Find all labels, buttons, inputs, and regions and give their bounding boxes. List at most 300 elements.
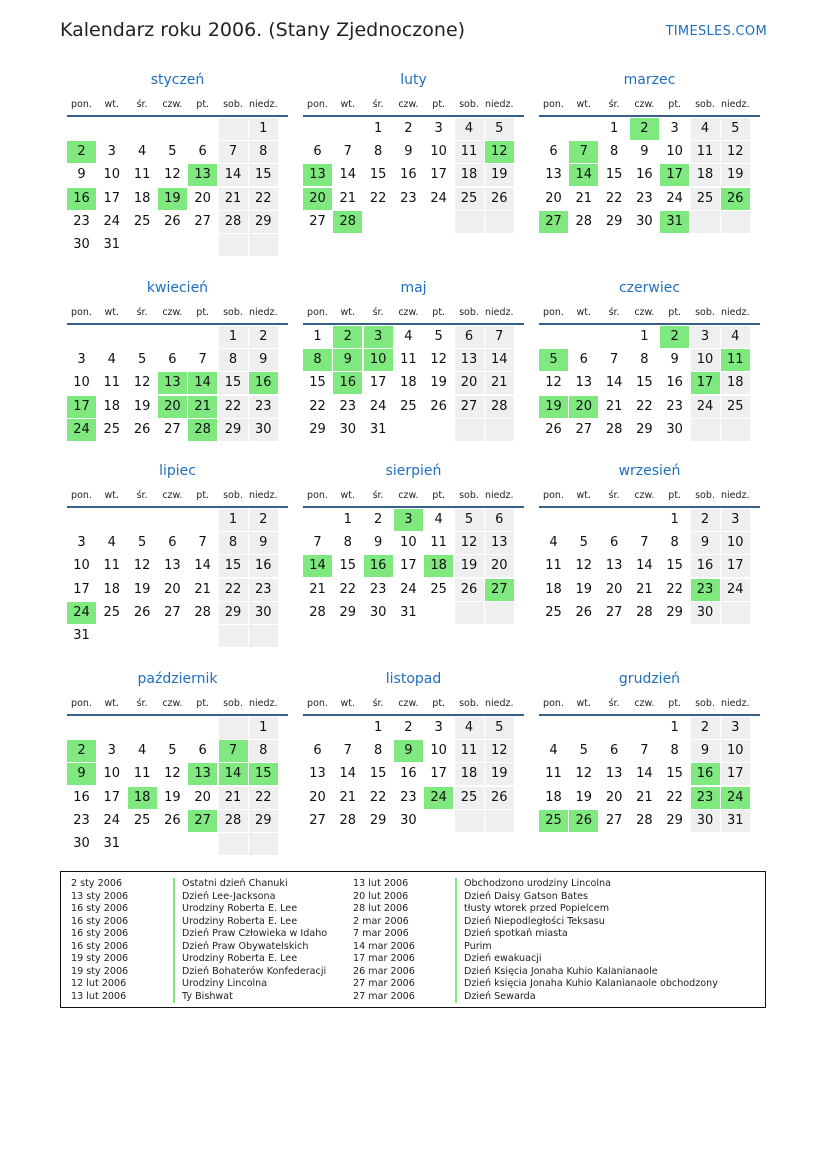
day-cell: 1 <box>373 720 383 735</box>
day-cell: 30 <box>666 421 683 437</box>
weekend-empty-cell <box>219 625 248 647</box>
weekday-header: pt. <box>668 698 682 709</box>
day-cell: 15 <box>369 766 387 782</box>
holiday-day-cell: 25 <box>539 810 568 832</box>
legend-holiday-name: Dzień Bohaterów Konfederacji <box>173 966 326 979</box>
month-name: grudzień <box>618 671 681 687</box>
weekend-empty-cell <box>455 602 484 624</box>
weekend-empty-cell <box>721 211 750 233</box>
day-cell: 12 <box>133 375 151 391</box>
legend-holiday-name: Dzień Sewarda <box>455 991 536 1004</box>
day-cell: 17 <box>103 190 121 206</box>
day-cell: 11 <box>455 141 484 163</box>
month-name: listopad <box>385 671 442 687</box>
weekday-header: pt. <box>432 307 446 318</box>
day-cell: 21 <box>575 190 593 206</box>
weekday-header: wt. <box>576 698 592 709</box>
day-cell: 7 <box>219 141 248 163</box>
day-cell: 21 <box>605 398 623 414</box>
day-cell: 8 <box>670 743 679 759</box>
weekday-header: niedz. <box>485 698 514 709</box>
day-cell: 2 <box>249 509 278 531</box>
weekend-empty-cell <box>485 211 514 233</box>
day-cell: 8 <box>373 743 383 759</box>
weekday-header: pt. <box>668 307 682 318</box>
day-cell: 18 <box>455 763 484 785</box>
day-cell: 27 <box>164 421 181 437</box>
legend-date: 16 sty 2006 <box>71 940 129 952</box>
day-cell: 9 <box>77 167 86 183</box>
day-cell: 16 <box>636 167 653 183</box>
holiday-day-cell: 24 <box>721 787 750 809</box>
day-cell: 22 <box>219 579 248 601</box>
weekend-empty-cell <box>691 211 720 233</box>
weekend-empty-cell <box>691 419 720 441</box>
holiday-day-cell: 13 <box>303 164 332 186</box>
day-cell: 1 <box>219 326 248 348</box>
day-cell: 25 <box>455 188 484 210</box>
holiday-day-cell: 17 <box>660 164 689 186</box>
day-cell: 1 <box>609 121 619 136</box>
day-cell: 25 <box>430 581 447 597</box>
holiday-day-cell: 10 <box>364 349 393 371</box>
holiday-day-cell: 3 <box>394 509 423 531</box>
day-cell: 14 <box>636 558 653 574</box>
weekday-header: wt. <box>340 698 356 709</box>
day-cell: 26 <box>133 604 151 620</box>
header-divider <box>539 323 760 325</box>
day-cell: 4 <box>455 118 484 140</box>
day-cell: 8 <box>609 144 619 160</box>
day-cell: 9 <box>249 349 278 371</box>
day-cell: 23 <box>400 190 417 206</box>
day-cell: 6 <box>168 535 177 551</box>
holiday-day-cell: 13 <box>188 763 217 785</box>
day-cell: 24 <box>721 579 750 601</box>
day-cell: 27 <box>605 812 623 828</box>
day-cell: 31 <box>721 810 750 832</box>
day-cell: 1 <box>343 512 352 527</box>
day-cell: 4 <box>107 352 116 368</box>
day-cell: 1 <box>670 720 679 735</box>
day-cell: 8 <box>343 535 352 551</box>
day-cell: 18 <box>103 398 121 414</box>
day-cell: 12 <box>485 740 514 762</box>
day-cell: 12 <box>575 558 593 574</box>
legend-date: 2 mar 2006 <box>353 915 409 927</box>
day-cell: 26 <box>485 787 514 809</box>
weekday-header: pt. <box>432 490 446 501</box>
legend-holiday-name: Urodziny Lincolna <box>173 978 267 991</box>
day-cell: 26 <box>455 579 484 601</box>
day-cell: 28 <box>219 211 248 233</box>
legend-date: 26 mar 2006 <box>353 965 415 977</box>
legend-date: 16 sty 2006 <box>71 915 129 927</box>
day-cell: 9 <box>691 532 720 554</box>
day-cell: 27 <box>605 604 623 620</box>
holiday-day-cell: 9 <box>333 349 362 371</box>
day-cell: 27 <box>164 604 181 620</box>
day-cell: 28 <box>219 810 248 832</box>
day-cell: 20 <box>605 581 623 597</box>
day-cell: 16 <box>691 555 720 577</box>
weekend-empty-cell <box>455 810 484 832</box>
day-cell: 24 <box>369 398 387 414</box>
day-cell: 12 <box>430 352 447 368</box>
day-cell: 28 <box>339 812 357 828</box>
weekday-header: śr. <box>372 99 384 110</box>
day-cell: 6 <box>168 352 177 368</box>
holiday-day-cell: 20 <box>158 396 187 418</box>
holiday-day-cell: 18 <box>424 555 453 577</box>
day-cell: 1 <box>249 118 278 140</box>
weekday-header: wt. <box>576 490 592 501</box>
day-cell: 30 <box>73 237 90 252</box>
day-cell: 25 <box>691 188 720 210</box>
day-cell: 30 <box>636 213 653 229</box>
day-cell: 31 <box>103 237 121 252</box>
day-cell: 5 <box>455 509 484 531</box>
day-cell: 21 <box>219 188 248 210</box>
legend-holiday-name: Purim <box>455 941 492 954</box>
day-cell: 15 <box>636 375 653 391</box>
day-cell: 5 <box>721 118 750 140</box>
weekend-empty-cell <box>721 419 750 441</box>
holiday-day-cell: 3 <box>364 326 393 348</box>
legend-holiday-name: Obchodzono urodziny Lincolna <box>455 878 611 891</box>
weekday-header: pon. <box>307 698 328 709</box>
day-cell: 6 <box>455 326 484 348</box>
weekday-header: wt. <box>104 490 120 501</box>
site-link[interactable]: TIMESLES.COM <box>665 24 767 39</box>
day-cell: 31 <box>369 421 387 437</box>
weekday-header: pon. <box>543 99 564 110</box>
day-cell: 31 <box>400 604 417 620</box>
day-cell: 21 <box>339 190 357 206</box>
weekday-header: śr. <box>608 490 620 501</box>
legend-holiday-name: Dzień Praw Obywatelskich <box>173 941 308 954</box>
day-cell: 29 <box>309 421 326 437</box>
day-cell: 5 <box>137 535 147 551</box>
legend-holiday-name: Ostatni dzień Chanuki <box>173 878 288 891</box>
holiday-day-cell: 19 <box>539 396 568 418</box>
day-cell: 5 <box>485 118 514 140</box>
holiday-day-cell: 14 <box>188 372 217 394</box>
legend-holiday-name: Dzień księcia Jonaha Kuhio Kalanianaole obchodzony <box>455 978 718 991</box>
day-cell: 15 <box>249 164 278 186</box>
day-cell: 2 <box>249 326 278 348</box>
weekday-header: niedz. <box>485 490 514 501</box>
day-cell: 22 <box>666 789 683 805</box>
holiday-day-cell: 7 <box>219 740 248 762</box>
day-cell: 25 <box>455 787 484 809</box>
month-name: kwiecień <box>146 280 209 296</box>
day-cell: 29 <box>249 810 278 832</box>
month-name: maj <box>400 280 427 296</box>
holiday-day-cell: 14 <box>219 763 248 785</box>
day-cell: 5 <box>579 743 588 759</box>
day-cell: 9 <box>249 532 278 554</box>
day-cell: 29 <box>666 812 683 828</box>
day-cell: 3 <box>721 509 750 531</box>
day-cell: 20 <box>194 190 211 206</box>
day-cell: 6 <box>198 144 207 160</box>
weekday-header: sob. <box>695 490 715 501</box>
day-cell: 7 <box>640 535 649 551</box>
weekday-header: śr. <box>608 99 620 110</box>
legend-date: 14 mar 2006 <box>353 940 415 952</box>
day-cell: 25 <box>721 396 750 418</box>
holiday-day-cell: 5 <box>539 349 568 371</box>
holiday-day-cell: 27 <box>485 579 514 601</box>
legend-date: 28 lut 2006 <box>353 903 409 914</box>
day-cell: 6 <box>579 352 588 368</box>
day-cell: 17 <box>721 763 750 785</box>
day-cell: 23 <box>249 396 278 418</box>
day-cell: 12 <box>455 532 484 554</box>
holiday-day-cell: 27 <box>539 211 568 233</box>
legend-holiday-name: Urodziny Roberta E. Lee <box>173 916 297 929</box>
weekday-header: pon. <box>543 307 564 318</box>
day-cell: 22 <box>309 398 326 414</box>
weekday-header: śr. <box>608 698 620 709</box>
day-cell: 10 <box>721 532 750 554</box>
day-cell: 13 <box>309 766 326 782</box>
holiday-day-cell: 2 <box>67 740 96 762</box>
day-cell: 1 <box>313 329 322 344</box>
weekday-header: czw. <box>162 99 183 110</box>
holiday-day-cell: 16 <box>333 372 362 394</box>
day-cell: 6 <box>485 509 514 531</box>
legend-holiday-name: Dzień Księcia Jonaha Kuhio Kalanianaole <box>455 966 658 979</box>
holiday-day-cell: 8 <box>303 349 332 371</box>
weekend-empty-cell <box>485 602 514 624</box>
weekday-header: niedz. <box>249 99 278 110</box>
day-cell: 27 <box>194 213 211 229</box>
header-divider <box>539 506 760 508</box>
day-cell: 22 <box>369 789 387 805</box>
day-cell: 7 <box>343 144 352 160</box>
day-cell: 27 <box>455 396 484 418</box>
day-cell: 23 <box>369 581 387 597</box>
weekday-header: śr. <box>372 307 384 318</box>
holiday-day-cell: 19 <box>158 188 187 210</box>
day-cell: 8 <box>373 144 383 160</box>
day-cell: 25 <box>103 604 121 620</box>
day-cell: 1 <box>219 509 248 531</box>
day-cell: 28 <box>485 396 514 418</box>
weekday-header: wt. <box>340 307 356 318</box>
holiday-day-cell: 24 <box>67 419 96 441</box>
legend-holiday-name: Urodziny Roberta E. Lee <box>173 953 297 966</box>
day-cell: 30 <box>339 421 357 437</box>
day-cell: 20 <box>194 789 211 805</box>
holiday-day-cell: 9 <box>394 740 423 762</box>
day-cell: 3 <box>107 144 116 160</box>
day-cell: 25 <box>133 213 151 229</box>
weekday-header: czw. <box>162 490 183 501</box>
month-name: luty <box>400 72 427 88</box>
day-cell: 5 <box>485 717 514 739</box>
day-cell: 16 <box>73 789 90 805</box>
day-cell: 26 <box>545 421 562 437</box>
day-cell: 18 <box>455 164 484 186</box>
day-cell: 2 <box>404 121 413 136</box>
weekday-header: sob. <box>695 99 715 110</box>
holiday-day-cell: 31 <box>660 211 689 233</box>
day-cell: 10 <box>73 558 90 574</box>
day-cell: 24 <box>430 190 447 206</box>
day-cell: 29 <box>605 213 623 229</box>
day-cell: 4 <box>404 329 413 344</box>
weekend-empty-cell <box>249 625 278 647</box>
day-cell: 10 <box>721 740 750 762</box>
holiday-day-cell: 24 <box>424 787 453 809</box>
day-cell: 28 <box>636 604 653 620</box>
day-cell: 29 <box>636 421 653 437</box>
day-cell: 28 <box>309 604 326 620</box>
day-cell: 3 <box>77 535 86 551</box>
holiday-day-cell: 23 <box>691 579 720 601</box>
day-cell: 23 <box>73 812 90 828</box>
weekend-empty-cell <box>219 234 248 256</box>
day-cell: 17 <box>400 558 417 574</box>
day-cell: 7 <box>198 352 207 368</box>
day-cell: 12 <box>164 167 181 183</box>
day-cell: 15 <box>666 558 683 574</box>
weekday-header: niedz. <box>249 307 278 318</box>
month-name: październik <box>137 671 218 687</box>
weekday-header: czw. <box>634 307 655 318</box>
legend-holiday-name: Dzień Praw Człowieka w Idaho <box>173 928 327 941</box>
day-cell: 30 <box>369 604 387 620</box>
weekday-header: śr. <box>372 490 384 501</box>
holiday-day-cell: 21 <box>188 396 217 418</box>
day-cell: 26 <box>485 188 514 210</box>
day-cell: 6 <box>313 743 322 759</box>
day-cell: 29 <box>666 604 683 620</box>
day-cell: 18 <box>103 581 121 597</box>
weekday-header: czw. <box>398 698 419 709</box>
day-cell: 2 <box>691 717 720 739</box>
day-cell: 23 <box>666 398 683 414</box>
weekend-empty-cell <box>219 118 248 140</box>
day-cell: 8 <box>249 740 278 762</box>
day-cell: 18 <box>133 190 151 206</box>
holiday-day-cell: 18 <box>128 787 157 809</box>
day-cell: 23 <box>249 579 278 601</box>
day-cell: 1 <box>373 121 383 136</box>
holiday-day-cell: 16 <box>691 763 720 785</box>
weekday-header: czw. <box>398 490 419 501</box>
legend-holiday-name: Dzień Lee-Jacksona <box>173 891 275 904</box>
page-title: Kalendarz roku 2006. (Stany Zjednoczone) <box>60 19 466 41</box>
legend-holiday-name: Dzień Niepodległości Teksasu <box>455 916 605 929</box>
day-cell: 21 <box>636 581 653 597</box>
weekday-header: czw. <box>634 99 655 110</box>
weekday-header: wt. <box>340 490 356 501</box>
day-cell: 22 <box>605 190 623 206</box>
weekday-header: pon. <box>71 307 92 318</box>
weekday-header: wt. <box>104 698 120 709</box>
holiday-day-cell: 2 <box>660 326 689 348</box>
holiday-day-cell: 27 <box>188 810 217 832</box>
legend-date: 20 lut 2006 <box>353 890 409 902</box>
day-cell: 30 <box>73 836 90 851</box>
weekday-header: wt. <box>576 99 592 110</box>
holiday-day-cell: 13 <box>188 164 217 186</box>
weekday-header: sob. <box>695 307 715 318</box>
day-cell: 11 <box>455 740 484 762</box>
legend-date: 13 lut 2006 <box>353 878 409 889</box>
day-cell: 13 <box>575 375 593 391</box>
day-cell: 17 <box>430 766 447 782</box>
day-cell: 25 <box>400 398 417 414</box>
day-cell: 17 <box>369 375 387 391</box>
holiday-day-cell: 13 <box>158 372 187 394</box>
day-cell: 21 <box>194 581 211 597</box>
weekend-empty-cell <box>455 211 484 233</box>
holiday-day-cell: 2 <box>333 326 362 348</box>
day-cell: 13 <box>545 167 562 183</box>
day-cell: 16 <box>666 375 683 391</box>
day-cell: 11 <box>545 766 562 782</box>
weekday-header: pt. <box>196 307 210 318</box>
day-cell: 3 <box>434 121 443 136</box>
day-cell: 9 <box>670 352 679 368</box>
day-cell: 20 <box>309 789 326 805</box>
weekend-empty-cell <box>485 810 514 832</box>
day-cell: 19 <box>485 763 514 785</box>
holiday-day-cell: 16 <box>249 372 278 394</box>
weekday-header: sob. <box>223 99 243 110</box>
day-cell: 11 <box>691 141 720 163</box>
legend-holiday-name: Ty Bishwat <box>173 991 233 1004</box>
day-cell: 11 <box>545 558 562 574</box>
day-cell: 6 <box>198 743 207 759</box>
header-divider <box>67 115 288 117</box>
day-cell: 13 <box>164 558 181 574</box>
day-cell: 14 <box>219 164 248 186</box>
weekday-header: pt. <box>196 99 210 110</box>
weekday-header: sob. <box>223 307 243 318</box>
day-cell: 12 <box>721 141 750 163</box>
weekday-header: pon. <box>307 99 328 110</box>
weekday-header: pt. <box>668 490 682 501</box>
day-cell: 20 <box>485 555 514 577</box>
day-cell: 15 <box>339 558 357 574</box>
weekday-header: pt. <box>432 99 446 110</box>
day-cell: 26 <box>164 812 181 828</box>
day-cell: 2 <box>691 509 720 531</box>
day-cell: 18 <box>721 372 750 394</box>
weekday-header: sob. <box>223 490 243 501</box>
day-cell: 11 <box>400 352 417 368</box>
legend-date: 13 lut 2006 <box>71 990 127 1002</box>
day-cell: 29 <box>339 604 357 620</box>
weekday-header: pon. <box>71 490 92 501</box>
weekday-header: wt. <box>104 307 120 318</box>
day-cell: 19 <box>455 555 484 577</box>
day-cell: 18 <box>545 581 562 597</box>
weekday-header: śr. <box>136 99 148 110</box>
weekday-header: wt. <box>576 307 592 318</box>
day-cell: 3 <box>434 720 443 735</box>
day-cell: 23 <box>73 213 90 229</box>
day-cell: 9 <box>640 144 649 160</box>
day-cell: 10 <box>400 535 417 551</box>
holiday-day-cell: 7 <box>569 141 598 163</box>
